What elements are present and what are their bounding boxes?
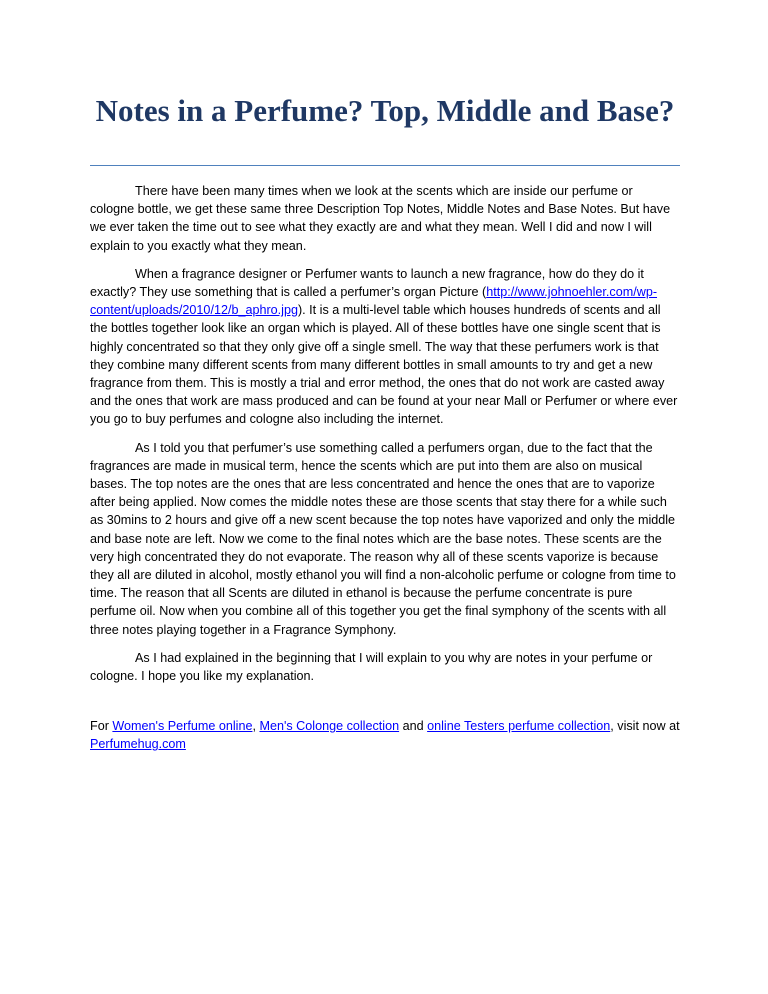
paragraph-intro: There have been many times when we look at the scents which are inside our perfume or cologne bottle, we get these same three Description Top Notes, Middle Notes and Base Notes. But have we ever taken the time out to see what they exactly are and what they mean. Well I did and now I will explain to you exactly what they mean. [90, 184, 671, 253]
testers-perfume-link[interactable]: online Testers perfume collection [427, 719, 611, 734]
paragraph-conclusion: As I had explained in the beginning that I will explain to you why are notes in your perfume or cologne. I hope you like my explanation. [90, 650, 653, 684]
paragraph-perfumers-organ-text-end: ). It is a multi-level table which houses hundreds of scents and all the bottles together look like an organ which is played. All of these bottles have one single scent that is highly concentrated so that they only give off a single smell. The way that these perfumers work is that they combine many different scents from many different bottles in small amounts to try and get a new fragrance from them. This is mostly a trial and error method, the ones that do not work are casted away and the ones that work are mass produced and can be found at your near Mall or Perfumer or where ever you go to buy perfumes and cologne also including the internet. [90, 303, 678, 427]
paragraph-perfumers-organ-text-start: When a fragrance designer or Perfumer wants to launch a new fragrance, how do they do it exactly? They use something that is called a perfumer’s organ Picture ( [90, 266, 644, 300]
footer-separator-3: , visit now at [610, 719, 680, 734]
footer-separator-1: , [252, 719, 260, 734]
title-underline-divider [90, 165, 680, 166]
perfumehug-site-link[interactable]: Perfumehug.com [90, 737, 186, 752]
footer-links-paragraph [90, 717, 680, 753]
footer-prefix: For [90, 719, 113, 734]
footer-separator-2: and [399, 719, 428, 734]
perfumers-organ-picture-link[interactable]: http://www.johnoehler.com/wp-content/uploads/2010/12/b_aphro.jpg [90, 285, 658, 318]
paragraph-notes-explained: As I told you that perfumer’s use something called a perfumers organ, due to the fact that the fragrances are made in musical term, hence the scents which are put into them are also on musical bases. The top notes are the ones that are less concentrated and hence the ones that are to vaporize after being applied. Now comes the middle notes these are those scents that stay there for a while such as 30mins to 2 hours and give off a new scent because the top notes have vaporized and only the middle and base note are left. Now we come to the final notes which are the base notes. These scents are the very high concentrated they do not evaporate. The reason why all of these scents vaporize is because they all are diluted in alcohol, mostly ethanol you will find a non-alcoholic perfume or cologne from time to time. The reason that all Scents are diluted in ethanol is because the perfume concentrate is pure perfume oil. Now when you combine all of this together you get the final symphony of the scents with all three notes playing together in a Fragrance Symphony. [90, 440, 676, 637]
paragraph-perfumers-organ [90, 265, 680, 429]
womens-perfume-link[interactable]: Women's Perfume online [112, 719, 253, 734]
spacer [90, 695, 680, 717]
page-title: Notes in a Perfume? Top, Middle and Base? [95, 93, 675, 128]
document-body [90, 182, 680, 764]
mens-cologne-link[interactable]: Men's Colonge collection [259, 719, 400, 734]
